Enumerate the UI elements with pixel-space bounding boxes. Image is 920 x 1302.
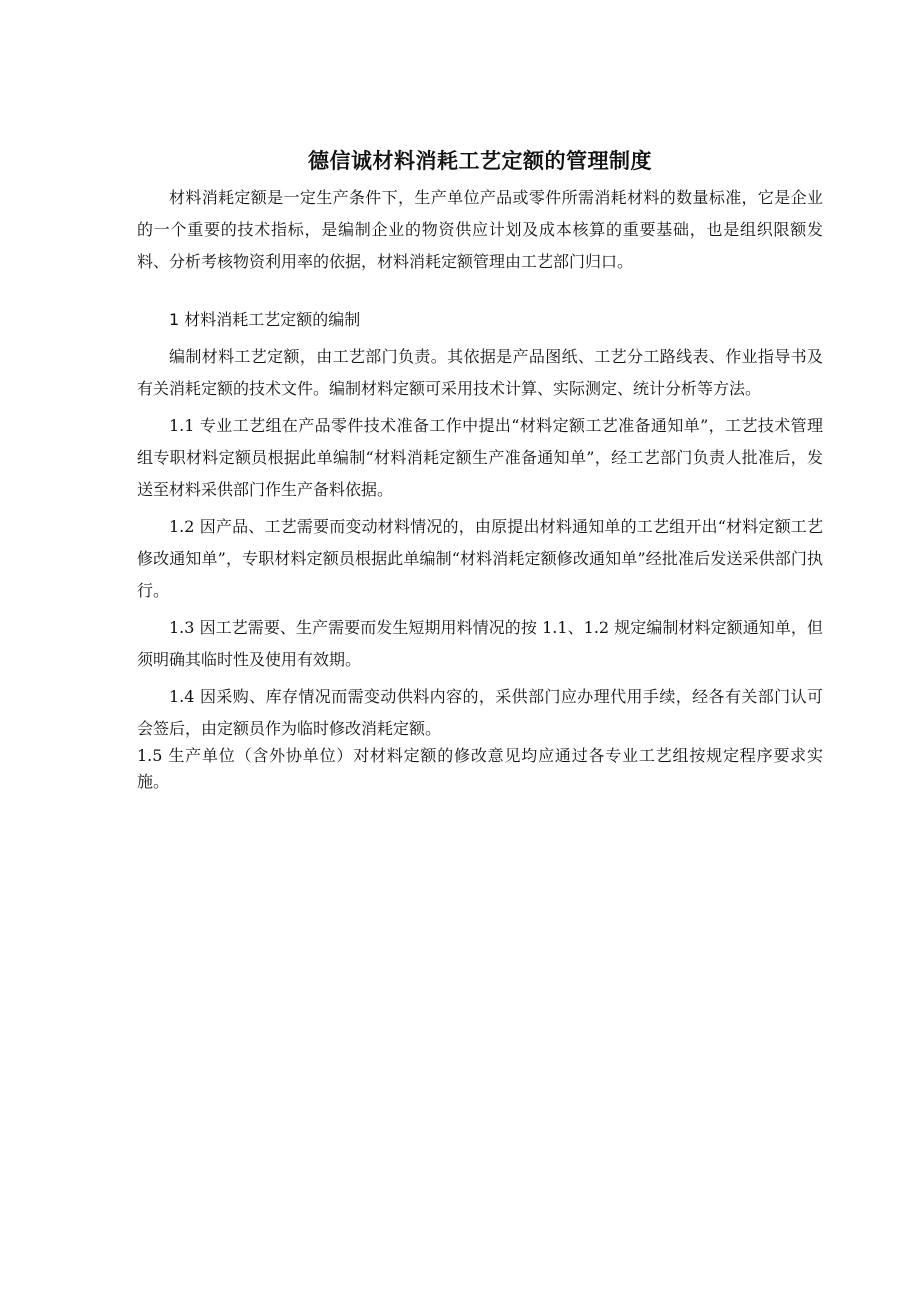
item-1-1: 1.1 专业工艺组在产品零件技术准备工作中提出“材料定额工艺准备通知单”，工艺技术管理组专职材料定额员根据此单编制“材料消耗定额生产准备通知单”，经工艺部门负责人批准后，发送至材料采供部门作生产备料依据。	[137, 416, 823, 499]
section-1-body: 编制材料工艺定额，由工艺部门负责。其依据是产品图纸、工艺分工路线表、作业指导书及有关消耗定额的技术文件。编制材料定额可采用技术计算、实际测定、统计分析等方法。	[137, 347, 823, 398]
item-1-3: 1.3 因工艺需要、生产需要而发生短期用料情况的按 1.1、1.2 规定编制材料定额通知单，但须明确其临时性及使用有效期。	[137, 618, 823, 669]
section-heading-1: 1 材料消耗工艺定额的编制	[169, 310, 361, 329]
item-1-2: 1.2 因产品、工艺需要而变动材料情况的，由原提出材料通知单的工艺组开出“材料定额工艺修改通知单”，专职材料定额员根据此单编制“材料消耗定额修改通知单”经批准后发送采供部门执行。	[137, 517, 823, 600]
item-1-5: 1.5 生产单位（含外协单位）对材料定额的修改意见均应通过各专业工艺组按规定程序要求实施。	[137, 746, 823, 791]
item-1-4: 1.4 因采购、库存情况而需变动供料内容的，采供部门应办理代用手续，经各有关部门认可会签后，由定额员作为临时修改消耗定额。	[137, 687, 823, 738]
document-body	[137, 146, 823, 795]
intro-paragraph: 材料消耗定额是一定生产条件下，生产单位产品或零件所需消耗材料的数量标准，它是企业的一个重要的技术指标，是编制企业的物资供应计划及成本核算的重要基础，也是组织限额发料、分析考核物资利用率的依据，材料消耗定额管理由工艺部门归口。	[137, 188, 823, 271]
document-title: 德信诚材料消耗工艺定额的管理制度	[308, 149, 652, 173]
